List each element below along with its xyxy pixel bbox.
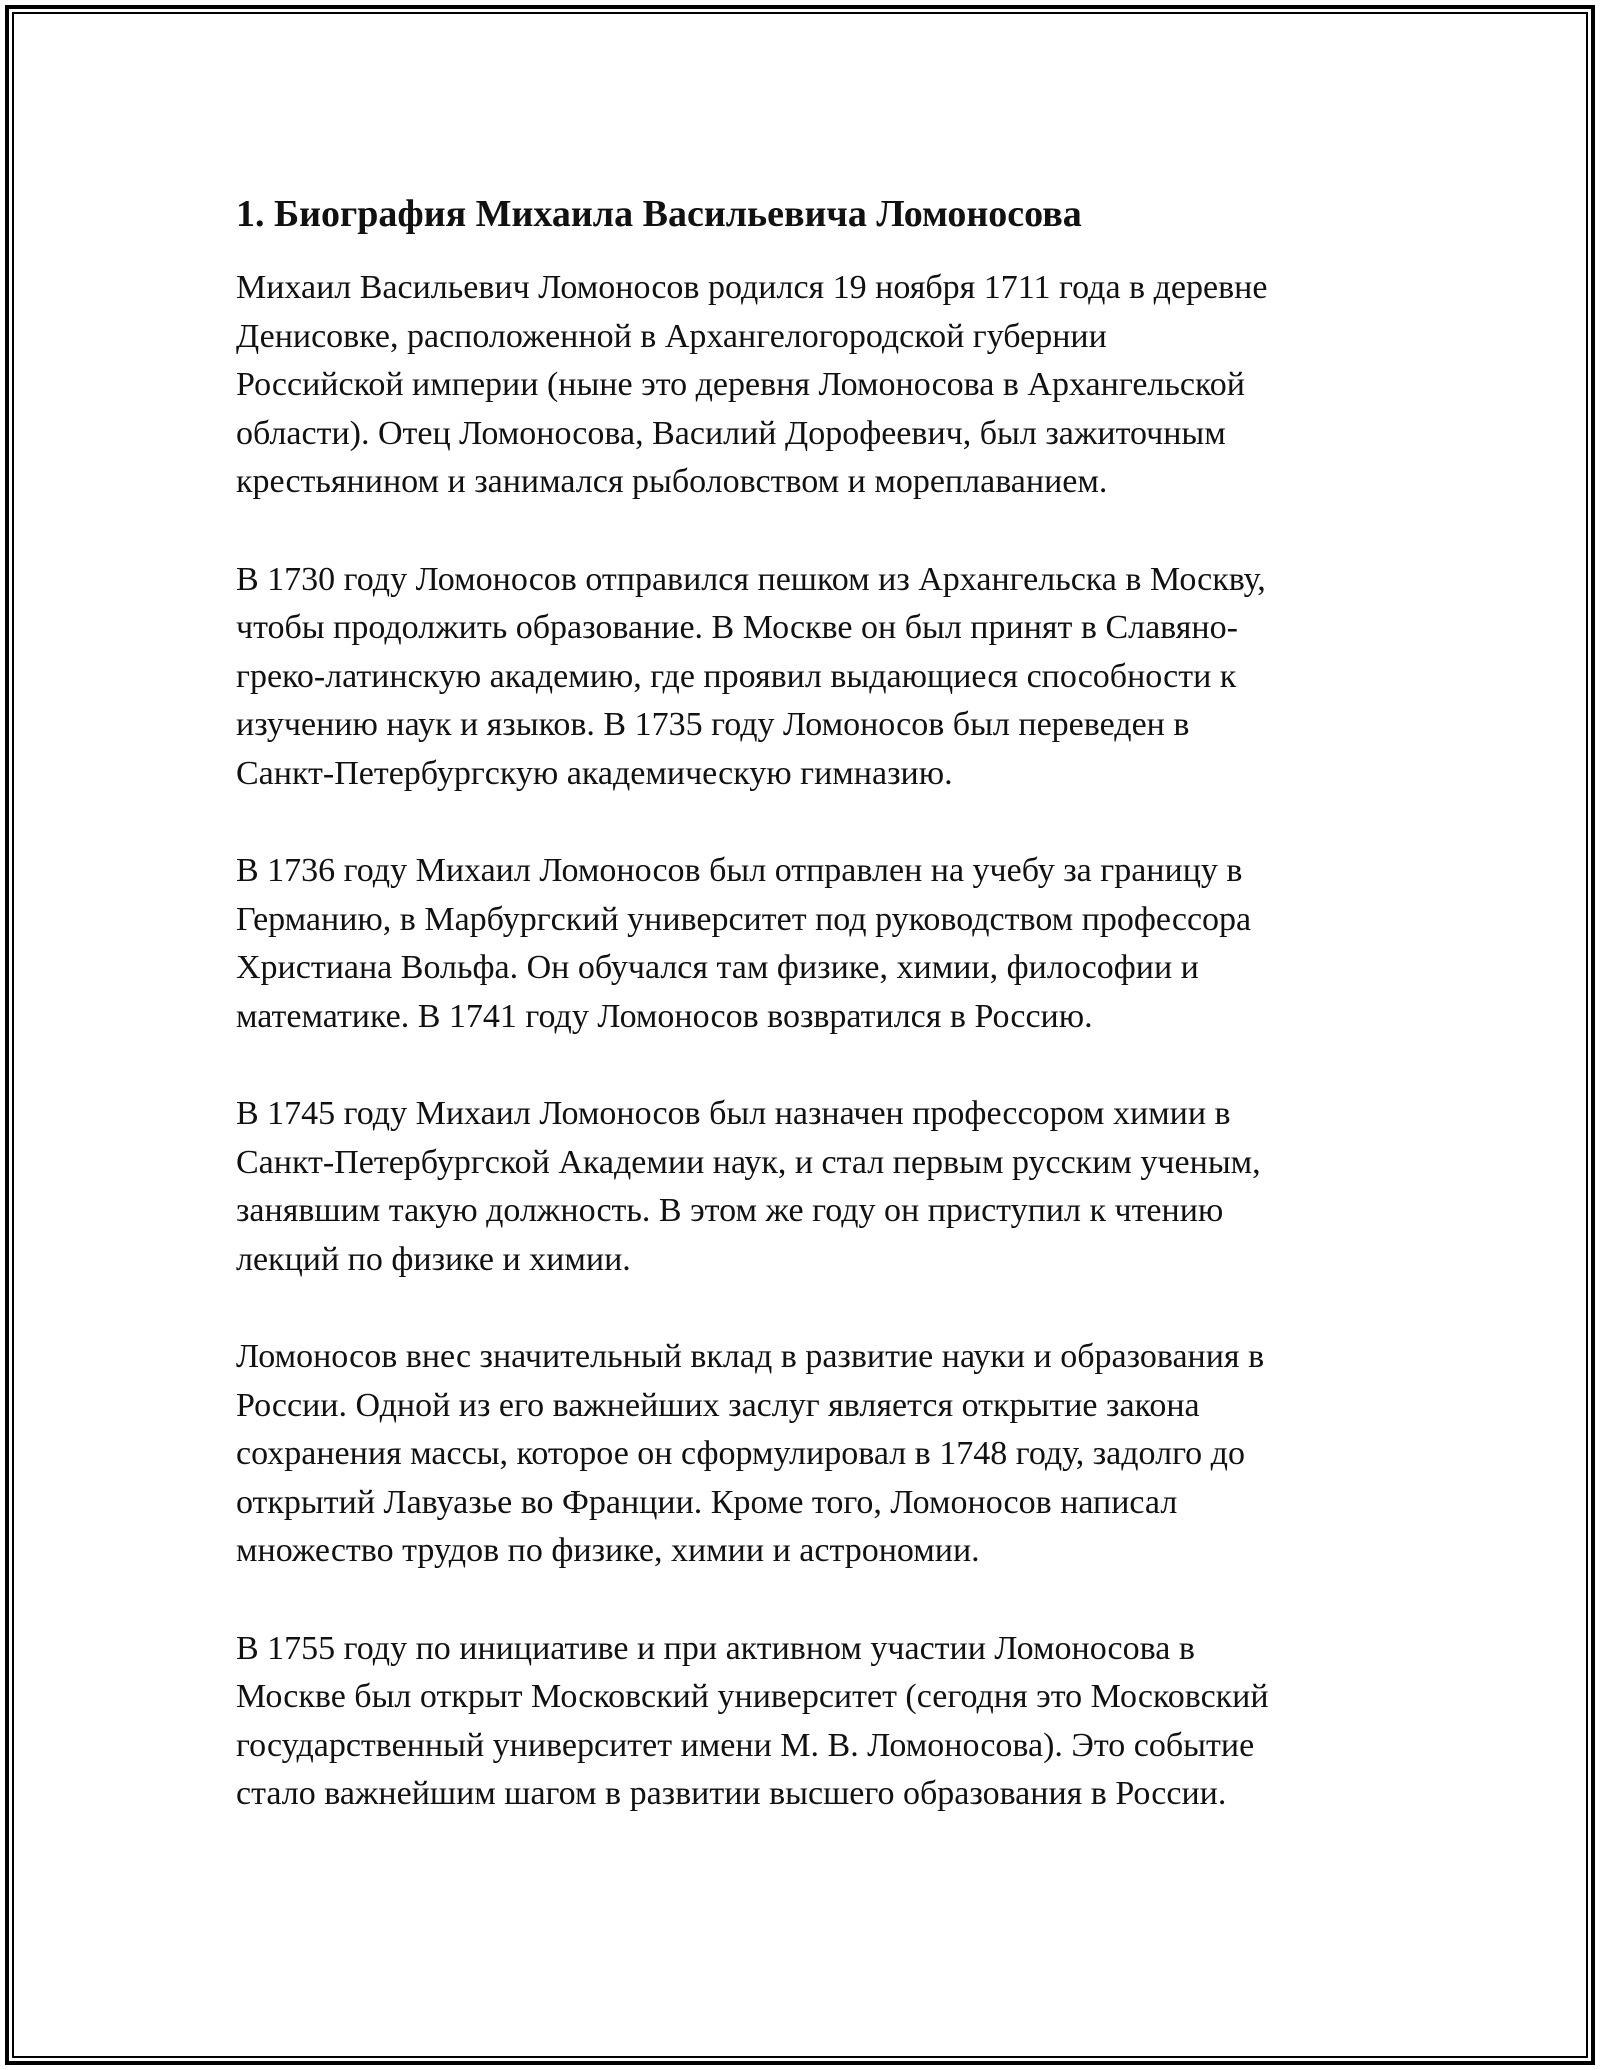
text-line: России. Одной из его важнейших заслуг является открытие закона — [236, 1386, 1200, 1424]
text-line: математике. В 1741 году Ломоносов возвратился в Россию. — [236, 997, 1093, 1035]
text-line: Германию, в Марбургский университет под руководством профессора — [236, 900, 1252, 938]
text-line: Христиана Вольфа. Он обучался там физике, химии, философии и — [236, 949, 1199, 986]
text-line: стало важнейшим шагом в развитии высшего образования в России. — [236, 1775, 1227, 1812]
paragraph-birth — [236, 264, 1376, 507]
text-line: Ломоносов внес значительный вклад в развитие науки и образования в — [236, 1338, 1265, 1375]
text-line: открытий Лавуазье во Франции. Кроме того, Ломоносов написал — [236, 1483, 1178, 1521]
document-title: 1. Биография Михаила Васильевича Ломоносова — [236, 193, 1082, 235]
text-line: сохранения массы, которое он сформулировал в 1748 году, задолго до — [236, 1435, 1245, 1472]
text-line: области). Отец Ломоносова, Василий Дорофеевич, был зажиточным — [236, 414, 1226, 452]
paragraph-contribution — [236, 1333, 1376, 1576]
text-line: Михаил Васильевич Ломоносов родился 19 ноября 1711 года в деревне — [236, 269, 1268, 306]
text-line: В 1736 году Михаил Ломоносов был отправлен на учебу за границу в — [236, 852, 1243, 889]
text-line: В 1745 году Михаил Ломоносов был назначен профессором химии в — [236, 1095, 1231, 1132]
text-line: Москве был открыт Московский университет (сегодня это Московский — [236, 1678, 1269, 1715]
text-line: чтобы продолжить образование. В Москве он был принят в Славяно- — [236, 609, 1238, 646]
text-line: лекций по физике и химии. — [236, 1240, 631, 1278]
text-line: В 1755 году по инициативе и при активном участии Ломоносова в — [236, 1629, 1195, 1667]
text-line: крестьянином и занимался рыболовством и мореплаванием. — [236, 463, 1108, 500]
paragraph-germany — [236, 847, 1376, 1041]
paragraph-university — [236, 1625, 1376, 1819]
text-line: греко-латинскую академию, где проявил выдающиеся способности к — [236, 657, 1237, 695]
paragraph-moscow-education — [236, 556, 1376, 799]
text-line: В 1730 году Ломоносов отправился пешком из Архангельска в Москву, — [236, 560, 1266, 598]
text-line: множество трудов по физике, химии и астрономии. — [236, 1532, 980, 1569]
paragraph-professor — [236, 1090, 1376, 1284]
text-line: Денисовке, расположенной в Архангелогородской губернии — [236, 317, 1107, 355]
text-line: занявшим такую должность. В этом же году он приступил к чтению — [236, 1192, 1224, 1229]
text-line: государственный университет имени М. В. Ломоносова). Это событие — [236, 1726, 1255, 1764]
text-line: Санкт-Петербургской Академии наук, и стал первым русским ученым, — [236, 1143, 1261, 1181]
text-line: Российской империи (ныне это деревня Ломоносова в Архангельской — [236, 366, 1245, 403]
document-body — [236, 188, 1376, 1868]
text-line: Санкт-Петербургскую академическую гимназию. — [236, 754, 953, 792]
text-line: изучению наук и языков. В 1735 году Ломоносов был переведен в — [236, 706, 1190, 743]
